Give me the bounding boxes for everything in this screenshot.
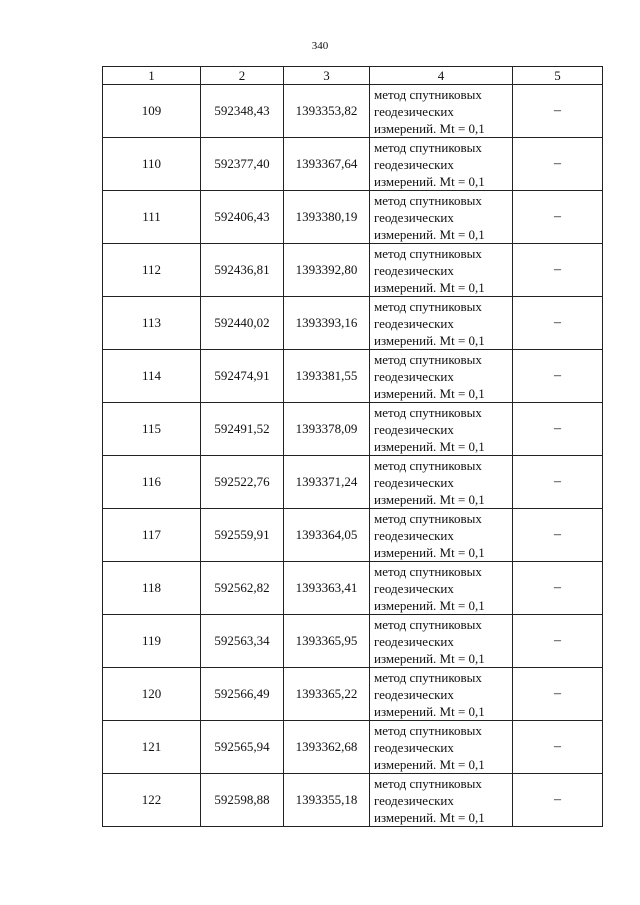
note-cell: – — [513, 615, 603, 668]
method-text-line: измерений. Mt = 0,1 — [374, 385, 485, 401]
method-cell — [370, 721, 513, 774]
point-number-cell: 114 — [103, 350, 201, 403]
method-text-line: геодезических — [374, 209, 454, 225]
x-coordinate-cell: 592436,81 — [201, 244, 284, 297]
x-coordinate-cell: 592474,91 — [201, 350, 284, 403]
method-text-line: метод спутниковых — [374, 510, 482, 526]
y-coordinate-cell: 1393355,18 — [284, 774, 370, 827]
method-cell — [370, 456, 513, 509]
method-text-line: геодезических — [374, 421, 454, 437]
header-col-5: 5 — [513, 67, 603, 85]
x-coordinate-cell: 592522,76 — [201, 456, 284, 509]
method-cell — [370, 244, 513, 297]
point-number-cell: 122 — [103, 774, 201, 827]
note-cell: – — [513, 721, 603, 774]
method-text-line: измерений. Mt = 0,1 — [374, 597, 485, 613]
point-number-cell: 111 — [103, 191, 201, 244]
note-cell: – — [513, 668, 603, 721]
point-number-cell: 109 — [103, 85, 201, 138]
method-text-line: геодезических — [374, 633, 454, 649]
table-row — [103, 774, 603, 827]
method-cell — [370, 138, 513, 191]
method-text-line: измерений. Mt = 0,1 — [374, 756, 485, 772]
table-row — [103, 403, 603, 456]
table-row — [103, 297, 603, 350]
method-text-line: метод спутниковых — [374, 563, 482, 579]
note-cell: – — [513, 456, 603, 509]
method-text-line: метод спутниковых — [374, 192, 482, 208]
method-text-line: метод спутниковых — [374, 722, 482, 738]
method-text-line: метод спутниковых — [374, 298, 482, 314]
y-coordinate-cell: 1393392,80 — [284, 244, 370, 297]
method-text-line: геодезических — [374, 474, 454, 490]
method-cell — [370, 774, 513, 827]
method-text-line: измерений. Mt = 0,1 — [374, 332, 485, 348]
point-number-cell: 115 — [103, 403, 201, 456]
method-text-line: метод спутниковых — [374, 245, 482, 261]
point-number-cell: 119 — [103, 615, 201, 668]
point-number-cell: 112 — [103, 244, 201, 297]
method-text-line: метод спутниковых — [374, 351, 482, 367]
table-row — [103, 509, 603, 562]
method-text-line: метод спутниковых — [374, 775, 482, 791]
header-col-3: 3 — [284, 67, 370, 85]
method-cell — [370, 403, 513, 456]
header-col-4: 4 — [370, 67, 513, 85]
point-number-cell: 113 — [103, 297, 201, 350]
method-text-line: измерений. Mt = 0,1 — [374, 120, 485, 136]
y-coordinate-cell: 1393365,95 — [284, 615, 370, 668]
y-coordinate-cell: 1393364,05 — [284, 509, 370, 562]
method-cell — [370, 668, 513, 721]
method-text-line: геодезических — [374, 792, 454, 808]
y-coordinate-cell: 1393353,82 — [284, 85, 370, 138]
note-cell: – — [513, 244, 603, 297]
x-coordinate-cell: 592377,40 — [201, 138, 284, 191]
x-coordinate-cell: 592566,49 — [201, 668, 284, 721]
point-number-cell: 110 — [103, 138, 201, 191]
header-col-2: 2 — [201, 67, 284, 85]
table-row — [103, 668, 603, 721]
note-cell: – — [513, 403, 603, 456]
y-coordinate-cell: 1393363,41 — [284, 562, 370, 615]
note-cell: – — [513, 297, 603, 350]
method-text-line: измерений. Mt = 0,1 — [374, 650, 485, 666]
method-text-line: геодезических — [374, 262, 454, 278]
method-text-line: измерений. Mt = 0,1 — [374, 226, 485, 242]
table-row — [103, 85, 603, 138]
header-col-1: 1 — [103, 67, 201, 85]
x-coordinate-cell: 592565,94 — [201, 721, 284, 774]
method-text-line: измерений. Mt = 0,1 — [374, 173, 485, 189]
method-cell — [370, 297, 513, 350]
table-row — [103, 244, 603, 297]
note-cell: – — [513, 562, 603, 615]
y-coordinate-cell: 1393365,22 — [284, 668, 370, 721]
y-coordinate-cell: 1393380,19 — [284, 191, 370, 244]
x-coordinate-cell: 592348,43 — [201, 85, 284, 138]
point-number-cell: 117 — [103, 509, 201, 562]
method-text-line: геодезических — [374, 368, 454, 384]
x-coordinate-cell: 592559,91 — [201, 509, 284, 562]
table-row — [103, 721, 603, 774]
method-text-line: геодезических — [374, 103, 454, 119]
note-cell: – — [513, 138, 603, 191]
y-coordinate-cell: 1393381,55 — [284, 350, 370, 403]
method-cell — [370, 615, 513, 668]
method-text-line: геодезических — [374, 580, 454, 596]
page-number: 340 — [311, 40, 329, 52]
point-number-cell: 116 — [103, 456, 201, 509]
x-coordinate-cell: 592491,52 — [201, 403, 284, 456]
method-text-line: измерений. Mt = 0,1 — [374, 438, 485, 454]
point-number-cell: 118 — [103, 562, 201, 615]
table-row — [103, 615, 603, 668]
note-cell: – — [513, 350, 603, 403]
method-cell — [370, 350, 513, 403]
method-text-line: геодезических — [374, 156, 454, 172]
x-coordinate-cell: 592598,88 — [201, 774, 284, 827]
method-text-line: измерений. Mt = 0,1 — [374, 491, 485, 507]
coordinates-table — [102, 66, 603, 827]
x-coordinate-cell: 592406,43 — [201, 191, 284, 244]
table-row — [103, 350, 603, 403]
y-coordinate-cell: 1393371,24 — [284, 456, 370, 509]
method-text-line: измерений. Mt = 0,1 — [374, 279, 485, 295]
method-text-line: геодезических — [374, 315, 454, 331]
method-cell — [370, 191, 513, 244]
table-row — [103, 191, 603, 244]
point-number-cell: 121 — [103, 721, 201, 774]
method-text-line: метод спутниковых — [374, 139, 482, 155]
note-cell: – — [513, 509, 603, 562]
method-text-line: метод спутниковых — [374, 669, 482, 685]
table-row — [103, 138, 603, 191]
method-cell — [370, 562, 513, 615]
method-text-line: измерений. Mt = 0,1 — [374, 544, 485, 560]
point-number-cell: 120 — [103, 668, 201, 721]
method-text-line: метод спутниковых — [374, 457, 482, 473]
table-header — [103, 67, 603, 85]
method-text-line: измерений. Mt = 0,1 — [374, 703, 485, 719]
method-cell — [370, 509, 513, 562]
x-coordinate-cell: 592563,34 — [201, 615, 284, 668]
method-text-line: метод спутниковых — [374, 86, 482, 102]
x-coordinate-cell: 592562,82 — [201, 562, 284, 615]
header-row — [103, 67, 603, 85]
note-cell: – — [513, 85, 603, 138]
y-coordinate-cell: 1393378,09 — [284, 403, 370, 456]
y-coordinate-cell: 1393362,68 — [284, 721, 370, 774]
method-text-line: геодезических — [374, 686, 454, 702]
table-row — [103, 456, 603, 509]
method-text-line: метод спутниковых — [374, 404, 482, 420]
y-coordinate-cell: 1393367,64 — [284, 138, 370, 191]
method-text-line: метод спутниковых — [374, 616, 482, 632]
method-text-line: геодезических — [374, 739, 454, 755]
note-cell: – — [513, 774, 603, 827]
y-coordinate-cell: 1393393,16 — [284, 297, 370, 350]
x-coordinate-cell: 592440,02 — [201, 297, 284, 350]
method-cell — [370, 85, 513, 138]
table-body — [103, 85, 603, 827]
note-cell: – — [513, 191, 603, 244]
method-text-line: геодезических — [374, 527, 454, 543]
table-row — [103, 562, 603, 615]
method-text-line: измерений. Mt = 0,1 — [374, 809, 485, 825]
